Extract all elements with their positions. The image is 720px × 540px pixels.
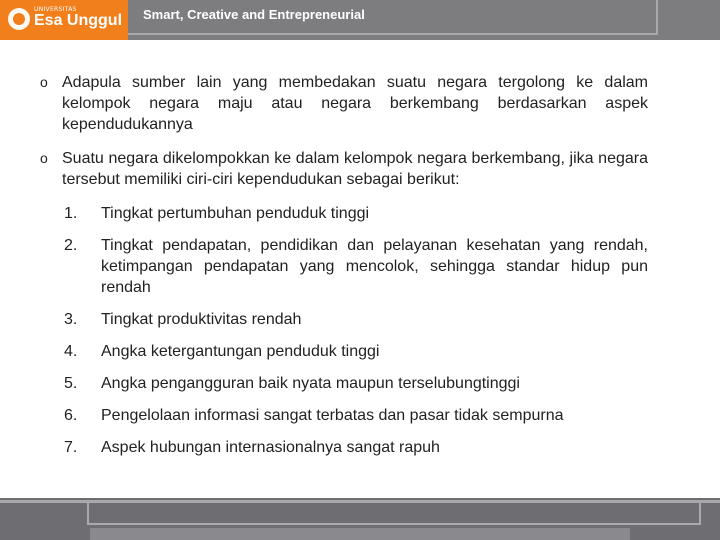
list-item (40, 235, 648, 298)
header-vertical-divider (656, 0, 658, 35)
list-number: 3. (64, 311, 78, 328)
list-number: 2. (64, 237, 78, 254)
slide-content (40, 72, 648, 469)
list-number: 4. (64, 343, 78, 360)
list-text: Tingkat pendapatan, pendidikan dan pelayanan kesehatan yang rendah, ketimpangan pendapatan yang mencolok, sehingga standar hidup pun rendah (101, 237, 648, 296)
characteristics-list (40, 203, 648, 458)
footer-frame (87, 503, 701, 525)
list-text: Tingkat pertumbuhan penduduk tinggi (101, 205, 370, 222)
university-logo (0, 0, 128, 40)
slide-header (0, 0, 720, 40)
logo-name: Esa Unggul (34, 12, 123, 29)
list-text: Aspek hubungan internasionalnya sangat rapuh (101, 439, 440, 456)
list-text: Angka ketergantungan penduduk tinggi (101, 343, 380, 360)
list-number: 6. (64, 407, 78, 424)
list-number: 5. (64, 375, 78, 392)
list-item (40, 405, 648, 426)
list-number: 1. (64, 205, 78, 222)
footer-accent (90, 528, 630, 540)
list-item (40, 437, 648, 458)
bullet-marker: o (40, 150, 48, 166)
list-text: Pengelolaan informasi sangat terbatas dan pasar tidak sempurna (101, 407, 564, 424)
list-item (40, 341, 648, 362)
list-text: Angka pengangguran baik nyata maupun terselubungtinggi (101, 375, 520, 392)
list-text: Tingkat produktivitas rendah (101, 311, 302, 328)
logo-emblem-icon (8, 8, 30, 30)
list-item (40, 373, 648, 394)
list-number: 7. (64, 439, 78, 456)
bullet-item (40, 72, 648, 135)
logo-subtitle: UNIVERSITAS (34, 6, 77, 13)
tagline: Smart, Creative and Entrepreneurial (143, 7, 365, 22)
header-divider (128, 33, 658, 35)
list-item (40, 309, 648, 330)
bullet-text: Adapula sumber lain yang membedakan suatu negara tergolong ke dalam kelompok negara maju atau negara berkembang berdasarkan aspek kependudukannya (62, 74, 648, 133)
list-item (40, 203, 648, 224)
bullet-text: Suatu negara dikelompokkan ke dalam kelompok negara berkembang, jika negara tersebut memiliki ciri-ciri kependudukan sebagai berikut: (62, 150, 648, 188)
bullet-marker: o (40, 74, 48, 90)
bullet-item (40, 148, 648, 190)
